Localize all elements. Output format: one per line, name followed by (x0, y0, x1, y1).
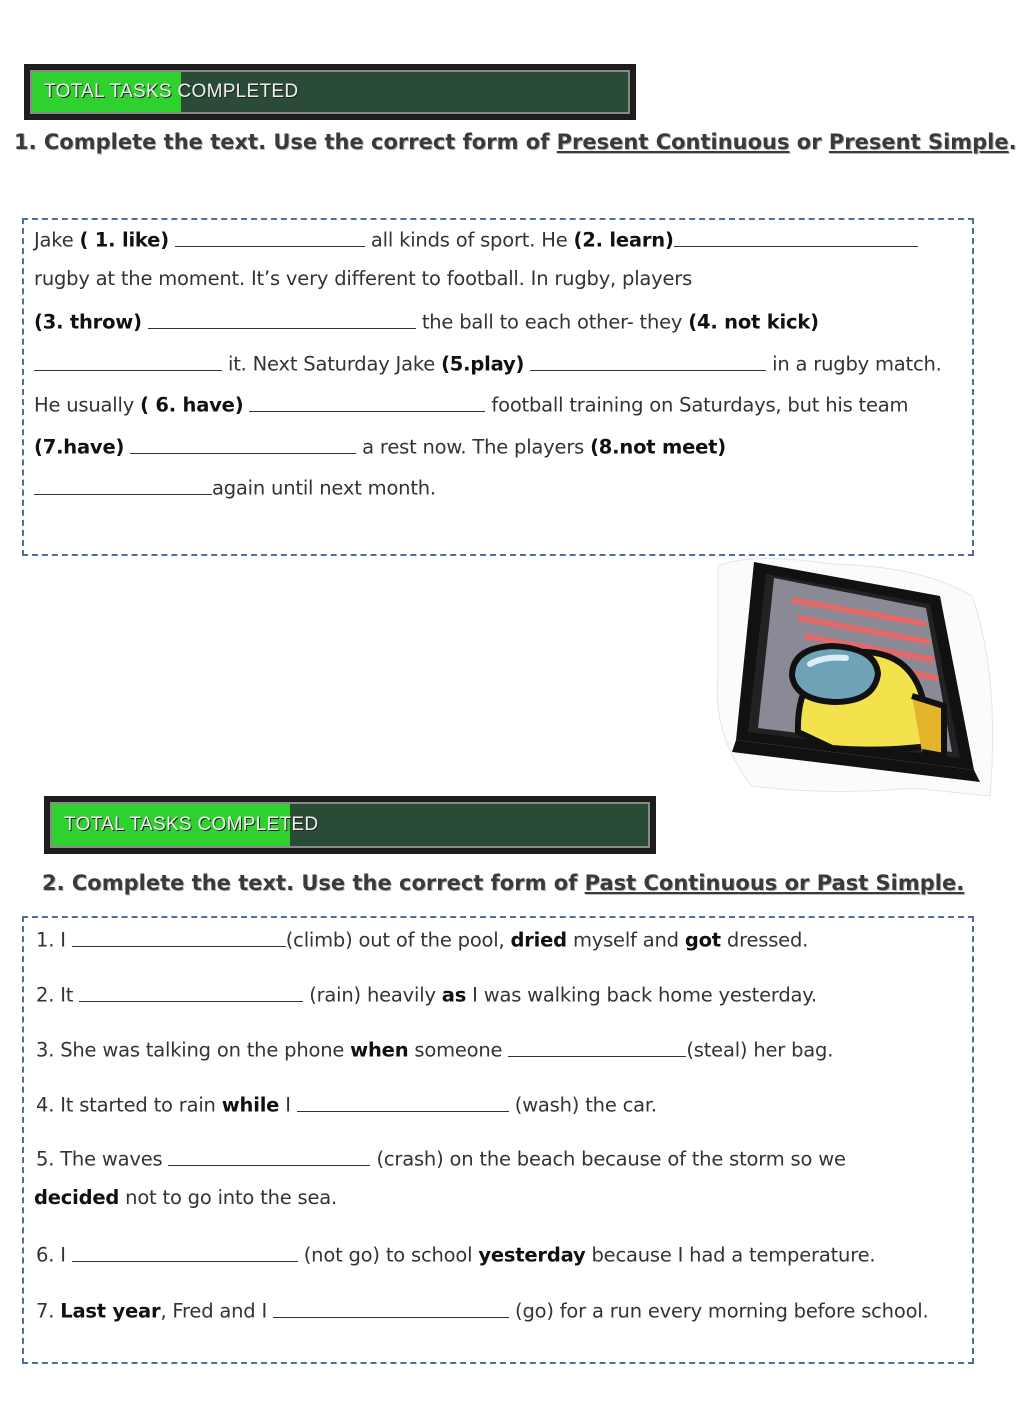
exercise-1-line: again until next month. (34, 474, 436, 500)
answer-blank[interactable] (34, 474, 212, 495)
exercise-1-line: rugby at the moment. It’s very different to football. In rugby, players (34, 267, 693, 290)
answer-blank[interactable] (130, 433, 356, 454)
progress-track (50, 802, 650, 848)
answer-blank[interactable] (273, 1297, 509, 1318)
exercise-2-item: 4. It started to rain while I (wash) the car. (36, 1091, 657, 1117)
exercise-2-item: 5. The waves (crash) on the beach because of the storm so we (36, 1145, 846, 1171)
progress-track (30, 70, 630, 114)
section-2-heading: 2. Complete the text. Use the correct form of Past Continuous or Past Simple. (42, 871, 965, 895)
answer-blank[interactable] (148, 308, 416, 329)
exercise-2-item: 6. I (not go) to school yesterday because I had a temperature. (36, 1241, 875, 1267)
exercise-1-line: it. Next Saturday Jake (5.play) in a rugby match. (34, 350, 942, 376)
exercise-2-item: 1. I (climb) out of the pool, dried myself and got dressed. (36, 926, 808, 952)
progress-label: TOTAL TASKS COMPLETED (44, 81, 299, 102)
progress-label: TOTAL TASKS COMPLETED (64, 814, 319, 835)
exercise-1-line: He usually ( 6. have) football training on Saturdays, but his team (34, 391, 908, 417)
task-progress-bar (44, 796, 656, 854)
answer-blank[interactable] (79, 981, 303, 1002)
crewmate-vent-icon (712, 556, 1000, 802)
task-progress-bar (24, 64, 636, 120)
exercise-1-line: (3. throw) the ball to each other- they (4. not kick) (34, 308, 819, 334)
answer-blank[interactable] (72, 1241, 298, 1262)
exercise-2-item: 2. It (rain) heavily as I was walking back home yesterday. (36, 981, 817, 1007)
answer-blank[interactable] (508, 1036, 686, 1057)
answer-blank[interactable] (530, 350, 766, 371)
exercise-2-item: 3. She was talking on the phone when someone (steal) her bag. (36, 1036, 833, 1062)
answer-blank[interactable] (674, 226, 918, 247)
exercise-1-line: Jake ( 1. like) all kinds of sport. He (2. learn) (34, 226, 918, 252)
answer-blank[interactable] (297, 1091, 509, 1112)
answer-blank[interactable] (72, 926, 286, 947)
exercise-2-item: decided not to go into the sea. (34, 1186, 338, 1209)
answer-blank[interactable] (175, 226, 365, 247)
exercise-2-item: 7. Last year, Fred and I (go) for a run every morning before school. (36, 1297, 929, 1323)
answer-blank[interactable] (34, 350, 222, 371)
answer-blank[interactable] (168, 1145, 370, 1166)
exercise-1-line: (7.have) a rest now. The players (8.not meet) (34, 433, 726, 459)
section-1-heading: 1. Complete the text. Use the correct form of Present Continuous or Present Simple. (14, 130, 1017, 154)
answer-blank[interactable] (249, 391, 485, 412)
